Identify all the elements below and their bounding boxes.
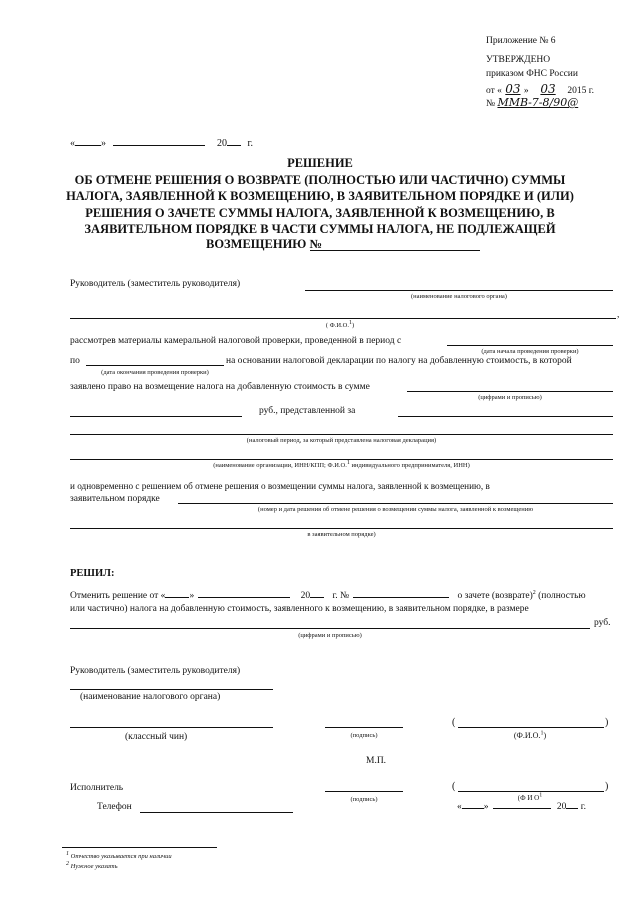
head-fio-caption-text: (Ф.И.О. <box>513 731 541 740</box>
tax-authority-field[interactable] <box>305 290 613 291</box>
executor-fio-caption-text: (Ф И О <box>517 794 540 802</box>
organization-caption-text: (наименование организации, ИНН/КПП; Ф.И.О. <box>213 462 347 469</box>
decision-ref-field[interactable] <box>178 503 613 504</box>
decision-number-field[interactable] <box>310 250 480 251</box>
executor-date-suffix: г. <box>580 802 586 812</box>
head-sign-fio-field[interactable] <box>458 727 604 728</box>
organization-footnote-ref: 1 <box>346 459 350 466</box>
decided-heading: РЕШИЛ: <box>70 568 115 579</box>
declaration-text: на основании налоговой декларации по налогу на добавленную стоимость, в которой <box>226 356 572 366</box>
offset-footnote-ref: 2 <box>532 589 536 596</box>
start-date-field[interactable] <box>447 345 613 346</box>
title-line-3: НАЛОГА, ЗАЯВЛЕННОЙ К ВОЗМЕЩЕНИЮ, В ЗАЯВИТЕЛЬНОМ ПОРЯДКЕ И (ИЛИ) <box>66 189 574 203</box>
date-suffix: г. <box>247 138 253 149</box>
head-fio-close: ) <box>605 717 609 728</box>
approval-number-value: ММВ-7-8/90@ <box>497 96 579 109</box>
head-fio-caption-close: ) <box>543 731 547 740</box>
title-line-6: ВОЗМЕЩЕНИЮ № <box>206 237 323 251</box>
footnote-2-num: 2 <box>66 860 69 867</box>
approval-date-prefix: от « <box>486 86 502 96</box>
seal-label: М.П. <box>366 756 387 766</box>
executor-date-year: 20 <box>556 802 567 812</box>
executor-signature-field[interactable] <box>325 791 403 792</box>
footnote-2-text: Нужное указать <box>70 863 118 870</box>
approved-label: УТВЕРЖДЕНО <box>486 55 551 65</box>
executor-fio-open: ( <box>452 781 456 792</box>
appendix-label: Приложение № 6 <box>486 36 556 46</box>
fio-caption-close: ) <box>352 322 355 329</box>
phone-field[interactable] <box>140 812 293 813</box>
period-field[interactable] <box>398 416 613 417</box>
decision-ref-continued-field[interactable] <box>70 528 613 529</box>
fio-caption-text: ( Ф.И.О. <box>325 322 350 329</box>
date-line <box>70 138 253 149</box>
executor-fio-caption <box>500 794 560 802</box>
date-open-quote: « <box>70 138 75 149</box>
head-fio-field[interactable] <box>70 318 616 319</box>
start-date-caption: (дата начала проведения проверки) <box>481 348 579 355</box>
title-line-2: ОБ ОТМЕНЕ РЕШЕНИЯ О ВОЗВРАТЕ (ПОЛНОСТЬЮ ИЛИ ЧАСТИЧНО) СУММЫ <box>74 172 566 187</box>
footnote-1-text: Отчество указывается при наличии <box>70 853 172 860</box>
executor-fio-footnote-ref: 1 <box>539 792 543 799</box>
approval-year: 2015 г. <box>567 86 594 96</box>
executor-signature-caption: (подпись) <box>350 796 378 803</box>
po-label: по <box>70 356 80 366</box>
head-signature-field[interactable] <box>325 727 403 728</box>
head-fio-caption <box>480 731 580 740</box>
approval-month: 03 <box>540 82 556 96</box>
decided-amount-field[interactable] <box>70 628 590 629</box>
approval-number <box>486 96 578 109</box>
rank-field[interactable] <box>70 727 273 728</box>
organization-caption <box>70 459 613 469</box>
tax-authority-caption: (наименование налогового органа) <box>411 293 507 300</box>
head-fio-footnote-ref: 1 <box>540 730 544 737</box>
reviewed-text: рассмотрев материалы камеральной налоговой проверки, проведенной в период с <box>70 336 402 346</box>
head-signature-caption: (подпись) <box>350 732 378 739</box>
executor-label: Исполнитель <box>70 783 124 793</box>
title-line-1: РЕШЕНИЕ <box>287 156 353 170</box>
app-order-text: заявительном порядке <box>70 494 160 504</box>
comma: , <box>617 310 620 320</box>
end-date-caption: (дата окончания проведения проверки) <box>101 369 209 376</box>
title-line-5: ЗАЯВИТЕЛЬНОМ ПОРЯДКЕ В ЧАСТИ СУММЫ НАЛОГА, НЕ ПОДЛЕЖАЩЕЙ <box>84 222 556 236</box>
offset-text: о зачете (возврате) <box>457 591 533 601</box>
decision-ref-caption: (номер и дата решения об отмене решения о возмещении суммы налога, заявленной к возмещению <box>257 506 534 513</box>
amount-caption: (цифрами и прописью) <box>478 394 542 401</box>
approval-date-mid: » <box>523 86 529 96</box>
organization-field[interactable] <box>70 459 613 460</box>
executor-date-close: » <box>483 802 489 812</box>
sign-tax-authority-caption: (наименование налогового органа) <box>80 692 221 702</box>
footnote-1 <box>66 850 172 860</box>
sign-head-label: Руководитель (заместитель руководителя) <box>70 666 241 676</box>
rub-label: руб. <box>594 618 611 628</box>
cancel-number-label: г. № <box>332 591 350 601</box>
approval-number-prefix: № <box>486 99 496 109</box>
date-year: 20 <box>217 138 227 149</box>
executor-fio-field[interactable] <box>458 791 604 792</box>
date-close-quote: » <box>101 138 106 149</box>
decided-amount-caption: (цифрами и прописью) <box>298 632 362 639</box>
organization-caption-rest: индивидуального предпринимателя, ИНН) <box>349 462 470 469</box>
rank-caption: (классный чин) <box>125 732 188 742</box>
executor-date-open: « <box>457 802 462 812</box>
head-label: Руководитель (заместитель руководителя) <box>70 279 241 289</box>
period-caption: (налоговый период, за который представлена налоговая декларация) <box>246 437 437 444</box>
footnote-separator <box>62 847 217 848</box>
executor-fio-close: ) <box>605 781 609 792</box>
order-label: приказом ФНС России <box>486 69 578 79</box>
fio-footnote-ref: 1 <box>349 319 353 326</box>
simultaneous-text: и одновременно с решением об отмене решения о возмещении суммы налога, заявленной к возмещению, в <box>70 481 490 491</box>
end-date-field[interactable] <box>86 365 224 366</box>
rub-submitted-text: руб., представленной за <box>259 406 356 416</box>
decision-ref-caption-2: в заявительном порядке) <box>307 531 376 538</box>
full-text: (полностью <box>535 591 586 601</box>
approval-day: 03 <box>505 82 521 96</box>
period-continued-field[interactable] <box>70 434 613 435</box>
head-fio-open: ( <box>452 717 456 728</box>
executor-date <box>457 802 586 812</box>
document-title <box>60 155 580 238</box>
approval-date <box>486 82 594 96</box>
footnote-1-num: 1 <box>66 850 69 857</box>
footnote-2 <box>66 860 118 870</box>
cancel-quote-close: » <box>189 591 195 601</box>
phone-label: Телефон <box>97 802 132 812</box>
title-line-4: РЕШЕНИЯ О ЗАЧЕТЕ СУММЫ НАЛОГА, ЗАЯВЛЕННОЙ К ВОЗМЕЩЕНИЮ, В <box>85 205 555 220</box>
cancel-line <box>70 591 586 601</box>
cancel-year: 20 <box>300 591 311 601</box>
cancel-prefix: Отменить решение от « <box>70 591 166 601</box>
amount-field[interactable] <box>407 391 613 392</box>
fio-caption <box>300 319 380 329</box>
claimed-text: заявлено право на возмещение налога на добавленную стоимость в сумме <box>70 382 370 392</box>
sign-tax-authority-field[interactable] <box>70 689 273 690</box>
partial-text: или частично) налога на добавленную стоимость, заявленного к возмещению, в заявительном порядке, в размере <box>70 604 529 614</box>
amount-continued-field[interactable] <box>70 416 242 417</box>
